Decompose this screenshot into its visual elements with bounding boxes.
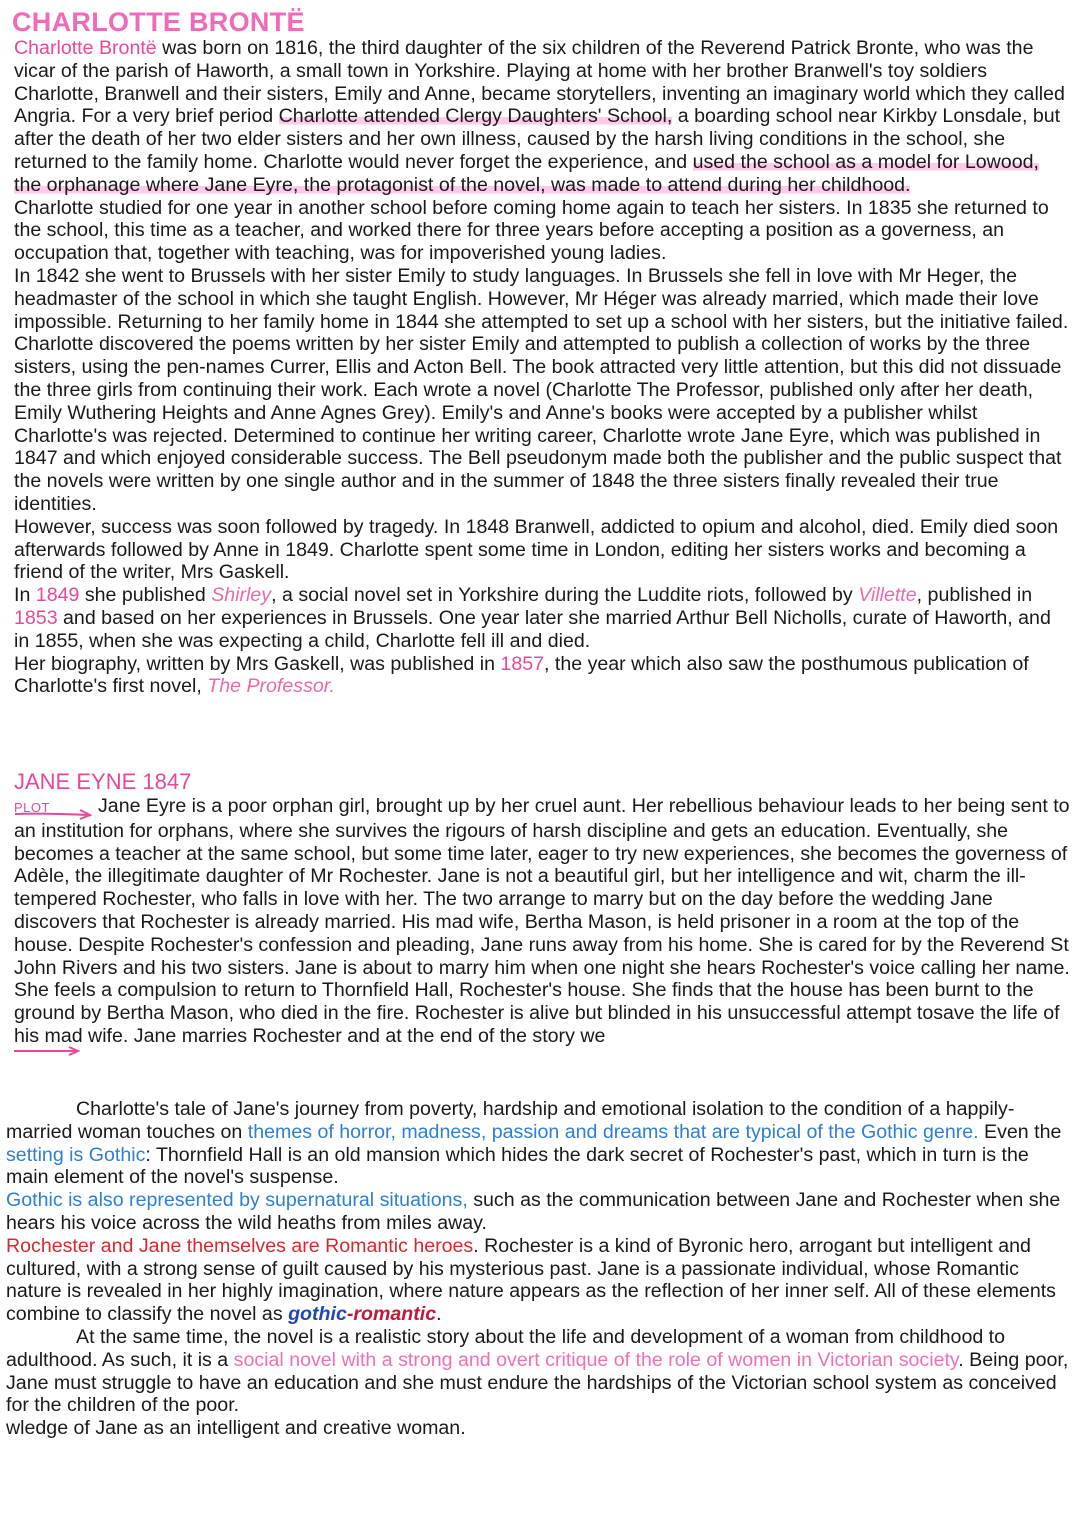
biography-section <box>14 37 1070 698</box>
page-title: CHARLOTTE BRONTË <box>12 7 305 37</box>
analysis-section <box>6 1098 1072 1440</box>
bio-paragraph-1: Charlotte Brontë was born on 1816, the third daughter of the six children of the Reverend Patrick Bronte, who was the vicar of the parish of Haworth, a small town in Yorkshire. Playing at home with her brother Branwell's toy soldiers Charlotte, Branwell and their sisters, Emily and Anne, became storytellers, inventing an imaginary world which they called Angria. For a very brief period Charlotte attended Clergy Daughters' School, a boarding school near Kirkby Lonsdale, but after the death of her two elder sisters and her own illness, caused by the harsh living conditions in the school, she returned to the family home. Charlotte would never forget the experience, and used the school as a model for Lowood, the orphanage where Jane Eyre, the protagonist of the novel, was made to attend during her childhood. <box>14 37 1065 196</box>
gothic-label: gothic <box>288 1303 347 1326</box>
arrow-icon <box>14 807 94 821</box>
bio-paragraph-6: In 1849 she published Shirley, a social novel set in Yorkshire during the Luddite riots, followed by Villette, published in 1853 and based on her experiences in Brussels. One year later she married Arthur Bell Nicholls, curate of Haworth, and in 1855, when she was expecting a child, Charlotte fell ill and died. <box>14 584 1051 652</box>
analysis-paragraph-3: Rochester and Jane themselves are Romantic heroes. Rochester is a kind of Byronic hero, arrogant but intelligent and cultured, with a strong sense of guilt caused by his mysterious past. Jane is a passionate individual, whose Romantic nature is revealed in her highly imagination, where nature appears as the reflection of her inner self. All of these elements combine to classify the novel as gothic-romantic. <box>6 1234 1056 1326</box>
romantic-label: romantic <box>353 1303 437 1326</box>
year-1857: 1857 <box>500 652 545 675</box>
romantic-heroes: Rochester and Jane themselves are Romantic heroes <box>6 1234 474 1257</box>
year-1853: 1853 <box>14 606 58 629</box>
highlight-lowood: used the school as a model for Lowood, the orphanage where Jane Eyre, the protagonist of the novel, was made to attend during her childhood. <box>14 150 1039 196</box>
author-name: Charlotte Brontë <box>14 37 157 59</box>
gothic-themes: themes of horror, madness, passion and dreams that are typical of the Gothic genre. <box>247 1120 979 1143</box>
bio-paragraph-4: Charlotte discovered the poems written by her sister Emily and attempted to publish a collection of works by the three sisters, using the pen-names Currer, Ellis and Acton Bell. The book attracted very little attention, but this did not dissuade the three girls from continuing their work. Each wrote a novel (Charlotte The Professor, published only after her death, Emily Wuthering Heights and Anne Agnes Grey). Emily's and Anne's books were accepted by a publisher whilst Charlotte's was rejected. Determined to continue her writing career, Charlotte wrote Jane Eyre, which was published in 1847 and which enjoyed considerable success. The Bell pseudonym made both the publisher and the public suspect that the novels were written by one single author and in the summer of 1848 the three sisters finally revealed their true identities. <box>14 333 1062 515</box>
highlight-school: Charlotte attended Clergy Daughters' School, <box>278 105 673 128</box>
gothic-supernatural: Gothic is also represented by supernatural situations, <box>6 1189 468 1212</box>
analysis-paragraph-5: wledge of Jane as an intelligent and creative woman. <box>6 1417 466 1440</box>
analysis-paragraph-1: Charlotte's tale of Jane's journey from poverty, hardship and emotional isolation to the condition of a happily-married woman touches on themes of horror, madness, passion and dreams that are typical of the Gothic genre. Even the setting is Gothic: Thornfield Hall is an old mansion which hides the dark secret of Rochester's past, which in turn is the main element of the novel's suspense. <box>6 1098 1062 1189</box>
gothic-setting: setting is Gothic <box>6 1143 146 1166</box>
novel-heading: JANE EYNE 1847 <box>14 769 192 794</box>
plot-paragraph: PLOT Jane Eyre is a poor orphan girl, brought up by her cruel aunt. Her rebellious behaviour leads to her being sent to an institution for orphans, where she survives the rigours of harsh discipline and gets an education. Eventually, she becomes a teacher at the same school, but some time later, eager to try new experiences, she becomes the governess of Adèle, the illegitimate daughter of Mr Rochester. Jane is not a beautiful girl, but her intelligence and wit, charm the ill-tempered Rochester, who falls in love with her. The two arrange to marry but on the day before the wedding Jane discovers that Rochester is already married. His mad wife, Bertha Mason, is held prisoner in a room at the top of the house. Despite Rochester's confession and pleading, Jane runs away from his home. She is cared for by the Reverend St John Rivers and his two sisters. Jane is about to marry him when one night she hears Rochester's voice calling her name. She feels a compulsion to return to Thornfield Hall, Rochester's house. She finds that the house has been burnt to the ground by Bertha Mason, who died in the fire. Rochester is alive but blinded in his unsuccessful attempt tosave the life of his mad wife. Jane marries Rochester and at the end of the story we <box>14 795 1070 1047</box>
bio-paragraph-7: Her biography, written by Mrs Gaskell, was published in 1857, the year which also saw the posthumous publication of Charlotte's first novel, The Professor. <box>14 652 1029 698</box>
plot-section <box>14 795 1070 1065</box>
title-shirley: Shirley <box>211 584 272 607</box>
year-1849: 1849 <box>35 584 80 607</box>
title-villette: Villette <box>858 584 917 607</box>
analysis-paragraph-2: Gothic is also represented by supernatural situations, such as the communication between Jane and Rochester when she hears his voice across the wild heaths from miles away. <box>6 1189 1061 1234</box>
title-the-professor: The Professor. <box>207 675 336 698</box>
analysis-paragraph-4: At the same time, the novel is a realistic story about the life and development of a woman from childhood to adulthood. As such, it is a social novel with a strong and overt critique of the role of women in Victorian society. Being poor, Jane must struggle to have an education and she must endure the hardships of the Victorian school system as conceived for the children of the poor. <box>6 1325 1069 1417</box>
bio-paragraph-3: In 1842 she went to Brussels with her sister Emily to study languages. In Brussels she fell in love with Mr Heger, the headmaster of the school in which she taught English. However, Mr Héger was already married, which made their love impossible. Returning to her family home in 1844 she attempted to set up a school with her sisters, but the initiative failed. <box>14 264 1069 333</box>
arrow-icon <box>14 1046 82 1056</box>
plot-tag: PLOT <box>14 797 98 820</box>
social-critique: social novel with a strong and overt critique of the role of women in Victorian society <box>233 1348 959 1371</box>
bio-paragraph-2: Charlotte studied for one year in another school before coming home again to teach her sisters. In 1835 she returned to the school, this time as a teacher, and worked there for three years before accepting a position as a governess, an occupation that, together with teaching, was for impoverished young ladies. <box>14 196 1049 265</box>
bio-paragraph-5: However, success was soon followed by tragedy. In 1848 Branwell, addicted to opium and alcohol, died. Emily died soon afterwards followed by Anne in 1849. Charlotte spent some time in London, editing her sisters works and becoming a friend of the writer, Mrs Gaskell. <box>14 515 1059 584</box>
